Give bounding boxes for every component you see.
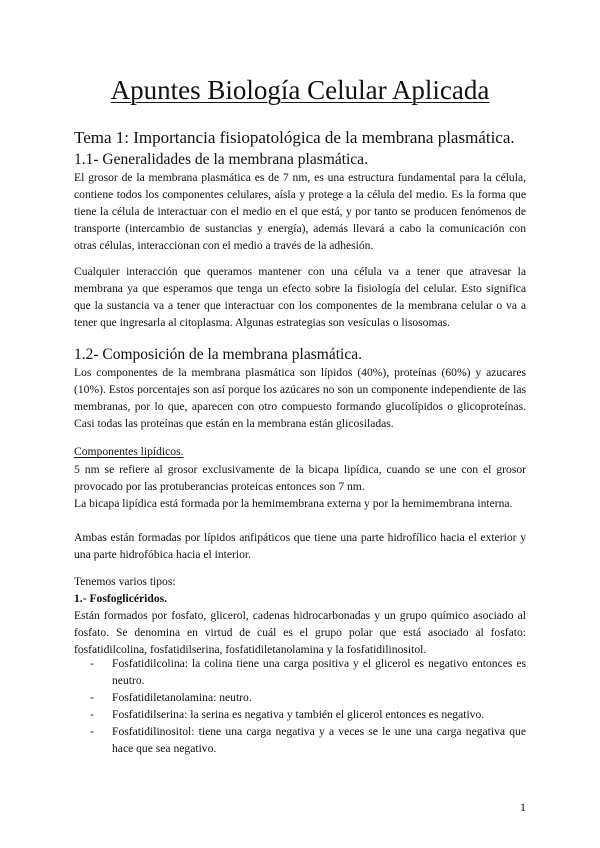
paragraph-fosfogliceridos: Están formados por fosfato, glicerol, cadenas hidrocarbonadas y un grupo químico asociado al fosfato. Se denomina en virtud de cuál es el grupo polar que está asociado al fosfato: fosfatidilcolina, fosfatidilserina, fosfatidiletanolamina y la fosfatidilinositol. <box>74 609 526 656</box>
paragraph-composicion-1: Los componentes de la membrana plasmática son lípidos (40%), proteínas (60%) y azucares (10%). Estos porcentajes son así porque los azúcares no son un componente independiente de las membranas, por lo que, aparecen con otro compuesto formando glucolípidos o glicoproteínas. Casi todas las proteínas que están en la membrana están glicosiladas. <box>74 366 526 430</box>
bullet-dash: - <box>90 725 94 738</box>
tipo-fosfogliceridos-heading: 1.- Fosfoglicéridos. <box>74 592 168 605</box>
list-item: - Fosfatidilinositol: tiene una carga negativa y a veces se le une una carga negativa que hace que sea negativo. <box>90 725 526 755</box>
section-heading-composicion: 1.2- Composición de la membrana plasmática. <box>74 346 362 363</box>
subheading-componentes-lipidicos: Componentes lipídicos. <box>74 445 184 458</box>
list-item: - Fosfatidilcolina: la colina tiene una carga positiva y el glicerol es negativo entonces es neutro. <box>90 657 526 687</box>
fosfogliceridos-list <box>74 655 526 757</box>
list-item: - Fosfatidilserina: la serina es negativa y también el glicerol entonces es negativo. <box>90 708 485 721</box>
topic-title: Tema 1: Importancia fisiopatológica de la membrana plasmática. <box>74 128 515 147</box>
paragraph-generalidades-1: El grosor de la membrana plasmática es de 7 nm, es una estructura fundamental para la célula, contiene todos los componentes celulares, aísla y protege a la célula del medio. Es la forma que tiene la célula de interactuar con el medio en el que está, y por tanto se producen fenómenos de transporte (intercambio de sustancias y energía), además llevará a cabo la comunicación con otras células, interaccionan con el medio a través de la adhesión. <box>74 171 526 252</box>
document-title: Apuntes Biología Celular Aplicada <box>110 75 490 105</box>
page-number: 1 <box>520 800 526 814</box>
list-item: - Fosfatidiletanolamina: neutro. <box>90 691 252 704</box>
paragraph-anfipaticos: Ambas están formadas por lípidos anfipáticos que tiene una parte hidrofílico hacia el exterior y una parte hidrofóbica hacia el interior. <box>74 531 526 561</box>
section-heading-generalidades: 1.1- Generalidades de la membrana plasmática. <box>74 151 368 168</box>
bullet-dash: - <box>90 708 94 721</box>
paragraph-bicapa: La bicapa lipídica está formada por la hemimembrana externa y por la hemimembrana interna. <box>74 497 513 510</box>
bullet-dash: - <box>90 691 94 704</box>
paragraph-generalidades-2: Cualquier interacción que queramos mantener con una célula va a tener que atravesar la membrana ya que esperamos que tenga un efecto sobre la fisiología del celular. Esto significa que la sustancia va a tener que interactuar con los componentes de la membrana celular o va a tener que ingresarla al citoplasma. Algunas estrategias son vesículas o lisosomas. <box>74 265 526 329</box>
bullet-dash: - <box>90 657 94 670</box>
paragraph-grosor: 5 nm se refiere al grosor exclusivamente de la bicapa lipídica, cuando se une con el grosor provocado por las protuberancias proteicas entonces son 7 nm. <box>74 463 526 493</box>
tipos-intro: Tenemos varios tipos: <box>74 575 176 588</box>
